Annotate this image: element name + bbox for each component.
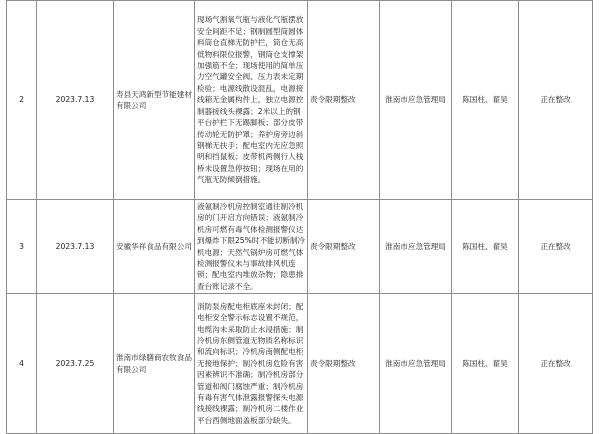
inspectors: 陈国柱、翟昊 <box>452 294 519 434</box>
inspection-date: 2023.7.25 <box>37 294 114 434</box>
inspection-date: 2023.7.13 <box>37 200 114 294</box>
company-name: 寿县天鸿新型节能建材有限公司 <box>114 1 195 200</box>
hazard-description: 液氨制冷机房控制室通往制冷机房的门开启方向错误；液氨制冷机房可燃有毒气体检测报警仪达到爆炸下限25%时不能切断制冷机电源；天然气锅炉房可燃气体检测报警仪未与事故排风机连锁；配电室内堆放杂物；隐患排查台账记录不全。 <box>195 200 308 294</box>
hazard-description: 消防泵房配电柜底座未封闭；配电柜安全警示标志设置不规范，电缆沟未采取防止水浸措施；制冷机房东侧管道无物质名称标识和流向标识；冷机房南侧配电柜无接地保护；制冷机房危险有害因素辨识不准确；制冷机房部分管道和阀门腐蚀严重；制冷机房有毒有害气体泄露报警探头电源线接线裸露；制冷机房二楼作业平台西侧地面盖板部分缺失。 <box>195 294 308 434</box>
table-row <box>7 294 593 434</box>
inspection-date: 2023.7.13 <box>37 1 114 200</box>
inspectors: 陈国柱、翟昊 <box>452 1 519 200</box>
rectification-status: 正在整改 <box>519 294 593 434</box>
enforcement-measure: 责令限期整改 <box>308 200 380 294</box>
company-name: 淮南市绿膳商农牧食品有限公司 <box>114 294 195 434</box>
inspecting-agency: 淮南市应急管理局 <box>380 200 452 294</box>
row-number: 3 <box>7 200 37 294</box>
table-row <box>7 200 593 294</box>
inspecting-agency: 淮南市应急管理局 <box>380 294 452 434</box>
enforcement-measure: 责令限期整改 <box>308 294 380 434</box>
table-row <box>7 1 593 200</box>
hazard-description: 现场气割氧气瓶与液化气瓶摆放安全间距不足；钢制圆型筒圆体料筒仓直梯无防护拦，筒仓无高低物料限位报警，钢筒仓支撑架加强筋不全；现场使用的简单压力空气罐安全阀、压力表未定期检验；电源线散设混乱，电源接线箱无金属构件上，独立电源控制器接线头裸露；2米以上的钢平台护栏下无踢脚板；部分皮带传动轮无防护罩；养护房旁边斜钢梯无扶手；配电室内无应急照明和挡鼠板；皮带机两侧行人栈桥未设置急停按钮；现场在用的气瓶无防倾倒措施。 <box>195 1 308 200</box>
rectification-status: 正在整改 <box>519 1 593 200</box>
row-number: 2 <box>7 1 37 200</box>
company-name: 安徽华祥食品有限公司 <box>114 200 195 294</box>
inspectors: 陈国柱、翟昊 <box>452 200 519 294</box>
rectification-status: 正在整改 <box>519 200 593 294</box>
inspection-table <box>6 0 593 434</box>
row-number: 4 <box>7 294 37 434</box>
inspecting-agency: 淮南市应急管理局 <box>380 1 452 200</box>
enforcement-measure: 责令限期整改 <box>308 1 380 200</box>
